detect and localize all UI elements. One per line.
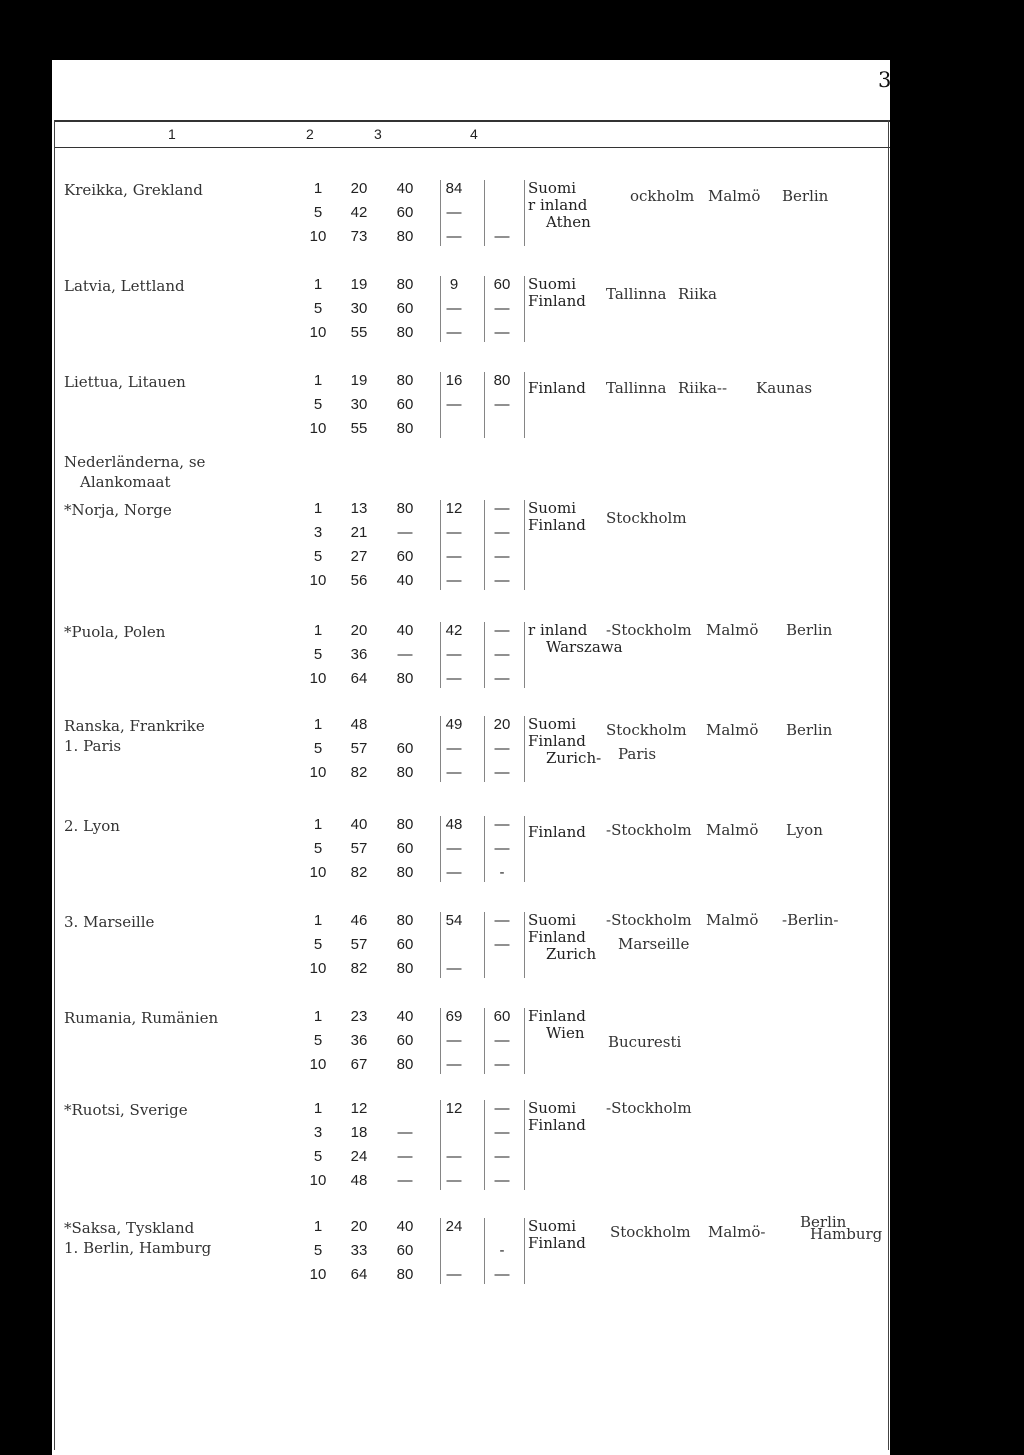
rate-value: — bbox=[397, 524, 413, 541]
rate-value: 54 bbox=[445, 912, 463, 929]
route-label: Stockholm bbox=[606, 721, 687, 739]
right-rule bbox=[888, 120, 889, 1450]
rate-value: 40 bbox=[396, 180, 414, 197]
route-label: Malmö bbox=[706, 821, 759, 839]
rate-value: — bbox=[494, 622, 510, 639]
rate-value: 3 bbox=[313, 524, 323, 541]
rate-value: 82 bbox=[350, 764, 368, 781]
rate-value: — bbox=[446, 864, 462, 881]
route-label: Malmö bbox=[708, 187, 761, 205]
column-rule bbox=[524, 1008, 525, 1074]
column-rule bbox=[524, 276, 525, 342]
finland-label: Finland bbox=[528, 379, 586, 397]
column-rule bbox=[484, 912, 485, 978]
rate-value: 80 bbox=[396, 372, 414, 389]
rate-value: — bbox=[494, 1124, 510, 1141]
rate-value: — bbox=[446, 1172, 462, 1189]
rate-value: — bbox=[494, 936, 510, 953]
rate-value: - bbox=[499, 1242, 505, 1259]
rate-value: 20 bbox=[350, 1218, 368, 1235]
route-label: Berlin bbox=[800, 1213, 847, 1231]
rate-value: 10 bbox=[309, 1266, 327, 1283]
rate-value: - bbox=[499, 864, 505, 881]
column-rule bbox=[484, 1008, 485, 1074]
rate-value: 10 bbox=[309, 324, 327, 341]
rate-value: 5 bbox=[313, 840, 323, 857]
rate-value: 24 bbox=[445, 1218, 463, 1235]
rate-value: — bbox=[494, 1148, 510, 1165]
rate-value: 36 bbox=[350, 1032, 368, 1049]
rate-value: 1 bbox=[313, 276, 323, 293]
route-label: Berlin bbox=[786, 721, 833, 739]
route-label: Berlin bbox=[786, 621, 833, 639]
finland-label: Suomi bbox=[528, 499, 576, 517]
route-label: -Berlin- bbox=[782, 911, 839, 929]
route-label: Stockholm bbox=[610, 1223, 691, 1241]
rate-value: — bbox=[494, 1100, 510, 1117]
country-name: Rumania, Rumänien bbox=[64, 1009, 219, 1027]
column-header-3: 3 bbox=[374, 126, 382, 142]
rate-value: — bbox=[446, 1056, 462, 1073]
rate-value: 60 bbox=[396, 740, 414, 757]
country-name: Liettua, Litauen bbox=[64, 373, 186, 391]
rate-value: — bbox=[494, 228, 510, 245]
route-label: Malmö- bbox=[708, 1223, 766, 1241]
rate-value: 27 bbox=[350, 548, 368, 565]
rate-value: 1 bbox=[313, 716, 323, 733]
rate-value: — bbox=[397, 1148, 413, 1165]
rate-value: 56 bbox=[350, 572, 368, 589]
column-rule bbox=[484, 180, 485, 246]
rate-value: — bbox=[494, 500, 510, 517]
route-label: Malmö bbox=[706, 911, 759, 929]
rate-value: 80 bbox=[396, 324, 414, 341]
route-label: Riika-- bbox=[678, 379, 728, 397]
column-rule bbox=[524, 912, 525, 978]
rate-value: — bbox=[494, 1056, 510, 1073]
finland-label: Suomi bbox=[528, 179, 576, 197]
rate-value: 80 bbox=[396, 500, 414, 517]
rate-value: 5 bbox=[313, 1032, 323, 1049]
rate-value: 60 bbox=[396, 936, 414, 953]
top-rule bbox=[54, 120, 890, 122]
route-label: Paris bbox=[618, 745, 657, 763]
finland-label: Wien bbox=[546, 1024, 585, 1042]
rate-value: 80 bbox=[396, 960, 414, 977]
country-name: 2. Lyon bbox=[64, 817, 120, 835]
rate-value: 55 bbox=[350, 420, 368, 437]
route-label: Bucuresti bbox=[608, 1033, 682, 1051]
rate-value: — bbox=[446, 740, 462, 757]
rate-value: 1 bbox=[313, 816, 323, 833]
rate-value: 12 bbox=[445, 500, 463, 517]
rate-value: 5 bbox=[313, 936, 323, 953]
rate-value: 80 bbox=[396, 420, 414, 437]
rate-value: 10 bbox=[309, 420, 327, 437]
rate-value: — bbox=[494, 548, 510, 565]
column-rule bbox=[524, 816, 525, 882]
rate-value: — bbox=[494, 764, 510, 781]
column-rule bbox=[440, 1218, 441, 1284]
country-name: *Ruotsi, Sverige bbox=[64, 1101, 188, 1119]
rate-value: 10 bbox=[309, 228, 327, 245]
column-rule bbox=[440, 716, 441, 782]
rate-value: 10 bbox=[309, 1056, 327, 1073]
rate-value: 5 bbox=[313, 300, 323, 317]
rate-value: 60 bbox=[396, 548, 414, 565]
finland-label: Finland bbox=[528, 732, 586, 750]
rate-value: — bbox=[494, 1266, 510, 1283]
rate-value: 10 bbox=[309, 764, 327, 781]
country-name: 1. Paris bbox=[64, 737, 122, 755]
rate-value: 57 bbox=[350, 740, 368, 757]
rate-value: 80 bbox=[396, 276, 414, 293]
rate-value: 48 bbox=[350, 1172, 368, 1189]
rate-value: — bbox=[446, 764, 462, 781]
route-label: Malmö bbox=[706, 621, 759, 639]
rate-value: 1 bbox=[313, 622, 323, 639]
country-name: Latvia, Lettland bbox=[64, 277, 185, 295]
rate-value: 48 bbox=[350, 716, 368, 733]
rate-value: 10 bbox=[309, 572, 327, 589]
rate-value: 82 bbox=[350, 864, 368, 881]
rate-value: — bbox=[494, 646, 510, 663]
page-number: 3 bbox=[878, 68, 892, 92]
column-rule bbox=[484, 1218, 485, 1284]
route-label: Hamburg bbox=[810, 1225, 883, 1243]
rate-value: 3 bbox=[313, 1124, 323, 1141]
rate-value: 80 bbox=[396, 1266, 414, 1283]
rate-value: 12 bbox=[445, 1100, 463, 1117]
rate-value: — bbox=[446, 646, 462, 663]
finland-label: Suomi bbox=[528, 911, 576, 929]
rate-value: 16 bbox=[445, 372, 463, 389]
rate-value: 5 bbox=[313, 396, 323, 413]
rate-value: 19 bbox=[350, 372, 368, 389]
rate-value: — bbox=[494, 740, 510, 757]
rate-value: 80 bbox=[396, 670, 414, 687]
rate-value: 60 bbox=[396, 204, 414, 221]
column-rule bbox=[440, 912, 441, 978]
country-name: Ranska, Frankrike bbox=[64, 717, 205, 735]
rate-value: — bbox=[494, 572, 510, 589]
finland-label: Zurich- bbox=[546, 749, 602, 767]
rate-value: 73 bbox=[350, 228, 368, 245]
rate-value: 55 bbox=[350, 324, 368, 341]
finland-label: Finland bbox=[528, 516, 586, 534]
rate-value: — bbox=[494, 524, 510, 541]
rate-value: 1 bbox=[313, 912, 323, 929]
rate-value: — bbox=[446, 1032, 462, 1049]
rate-value: — bbox=[446, 1148, 462, 1165]
rate-value: 36 bbox=[350, 646, 368, 663]
rate-value: 48 bbox=[445, 816, 463, 833]
rate-value: 1 bbox=[313, 180, 323, 197]
rate-value: 84 bbox=[445, 180, 463, 197]
rate-value: 40 bbox=[396, 572, 414, 589]
country-name: *Puola, Polen bbox=[64, 623, 166, 641]
column-rule bbox=[440, 276, 441, 342]
rate-value: 60 bbox=[396, 1242, 414, 1259]
rate-value: 1 bbox=[313, 1100, 323, 1117]
rate-value: — bbox=[494, 396, 510, 413]
rate-value: — bbox=[446, 300, 462, 317]
rate-value: 46 bbox=[350, 912, 368, 929]
column-rule bbox=[484, 816, 485, 882]
rate-value: 60 bbox=[493, 276, 511, 293]
rate-value: 1 bbox=[313, 372, 323, 389]
rate-value: — bbox=[494, 300, 510, 317]
rate-value: 12 bbox=[350, 1100, 368, 1117]
finland-label: Finland bbox=[528, 292, 586, 310]
rate-value: 24 bbox=[350, 1148, 368, 1165]
rate-value: 80 bbox=[396, 912, 414, 929]
rate-value: 60 bbox=[493, 1008, 511, 1025]
rate-value: 42 bbox=[445, 622, 463, 639]
column-rule bbox=[440, 622, 441, 688]
column-rule bbox=[440, 372, 441, 438]
country-name: *Saksa, Tyskland bbox=[64, 1219, 195, 1237]
route-label: Lyon bbox=[786, 821, 823, 839]
rate-value: 18 bbox=[350, 1124, 368, 1141]
rate-value: 19 bbox=[350, 276, 368, 293]
finland-label: Zurich bbox=[546, 945, 597, 963]
column-rule bbox=[440, 1008, 441, 1074]
rate-value: 60 bbox=[396, 396, 414, 413]
rate-value: — bbox=[446, 228, 462, 245]
rate-value: — bbox=[446, 670, 462, 687]
left-rule bbox=[54, 120, 55, 1450]
route-label: -Stockholm bbox=[606, 821, 692, 839]
rate-value: — bbox=[446, 324, 462, 341]
rate-value: 42 bbox=[350, 204, 368, 221]
rate-value: 69 bbox=[445, 1008, 463, 1025]
country-name: Nederländerna, se bbox=[64, 453, 206, 471]
column-rule bbox=[484, 716, 485, 782]
finland-label: Finland bbox=[528, 823, 586, 841]
rate-value: — bbox=[397, 1124, 413, 1141]
rate-value: 60 bbox=[396, 840, 414, 857]
rate-value: 40 bbox=[396, 1218, 414, 1235]
route-label: ockholm bbox=[630, 187, 695, 205]
rate-value: — bbox=[494, 1172, 510, 1189]
column-rule bbox=[524, 716, 525, 782]
rate-value: 33 bbox=[350, 1242, 368, 1259]
rate-value: 21 bbox=[350, 524, 368, 541]
rate-value: — bbox=[446, 840, 462, 857]
rate-value: 20 bbox=[350, 622, 368, 639]
rate-value: 23 bbox=[350, 1008, 368, 1025]
rate-value: — bbox=[397, 646, 413, 663]
column-rule bbox=[524, 622, 525, 688]
route-label: Tallinna bbox=[606, 285, 667, 303]
finland-label: Suomi bbox=[528, 275, 576, 293]
column-rule bbox=[484, 1100, 485, 1190]
rate-value: 49 bbox=[445, 716, 463, 733]
route-label: Riika bbox=[678, 285, 717, 303]
route-label: -Stockholm bbox=[606, 911, 692, 929]
route-label: -Stockholm bbox=[606, 621, 692, 639]
rate-value: — bbox=[446, 572, 462, 589]
finland-label: Athen bbox=[546, 213, 591, 231]
country-name: Alankomaat bbox=[80, 473, 171, 491]
route-label: Kaunas bbox=[756, 379, 813, 397]
route-label: Stockholm bbox=[606, 509, 687, 527]
rate-value: 20 bbox=[493, 716, 511, 733]
document-page bbox=[52, 60, 890, 1455]
route-label: -Stockholm bbox=[606, 1099, 692, 1117]
column-rule bbox=[524, 372, 525, 438]
rate-value: 80 bbox=[396, 764, 414, 781]
rate-value: — bbox=[446, 396, 462, 413]
rate-value: 5 bbox=[313, 1242, 323, 1259]
rate-value: — bbox=[446, 960, 462, 977]
column-rule bbox=[440, 1100, 441, 1190]
rate-value: 5 bbox=[313, 740, 323, 757]
column-rule bbox=[484, 372, 485, 438]
rate-value: — bbox=[446, 204, 462, 221]
rate-value: — bbox=[494, 912, 510, 929]
rate-value: — bbox=[446, 524, 462, 541]
column-rule bbox=[524, 1218, 525, 1284]
column-rule bbox=[440, 500, 441, 590]
rate-value: 82 bbox=[350, 960, 368, 977]
column-header-1: 1 bbox=[168, 126, 176, 142]
rate-value: 5 bbox=[313, 646, 323, 663]
rate-value: 40 bbox=[350, 816, 368, 833]
rate-value: 10 bbox=[309, 864, 327, 881]
rate-value: 10 bbox=[309, 960, 327, 977]
finland-label: Finland bbox=[528, 1234, 586, 1252]
rate-value: — bbox=[397, 1172, 413, 1189]
rate-value: 30 bbox=[350, 396, 368, 413]
rate-value: 5 bbox=[313, 1148, 323, 1165]
finland-label: Warszawa bbox=[546, 638, 623, 656]
rate-value: 57 bbox=[350, 936, 368, 953]
rate-value: 1 bbox=[313, 500, 323, 517]
column-rule bbox=[524, 180, 525, 246]
finland-label: r inland bbox=[528, 196, 588, 214]
rate-value: — bbox=[494, 840, 510, 857]
rate-value: — bbox=[446, 1266, 462, 1283]
rate-value: 1 bbox=[313, 1218, 323, 1235]
rate-value: 1 bbox=[313, 1008, 323, 1025]
rate-value: 64 bbox=[350, 1266, 368, 1283]
column-header-2: 2 bbox=[306, 126, 314, 142]
rate-value: 9 bbox=[449, 276, 459, 293]
rate-value: 57 bbox=[350, 840, 368, 857]
route-label: Malmö bbox=[706, 721, 759, 739]
column-rule bbox=[484, 622, 485, 688]
rate-value: 60 bbox=[396, 1032, 414, 1049]
finland-label: Finland bbox=[528, 928, 586, 946]
rate-value: 64 bbox=[350, 670, 368, 687]
rate-value: — bbox=[494, 1032, 510, 1049]
rate-value: 30 bbox=[350, 300, 368, 317]
rate-value: — bbox=[494, 816, 510, 833]
country-name: 3. Marseille bbox=[64, 913, 155, 931]
column-header-4: 4 bbox=[470, 126, 478, 142]
column-rule bbox=[484, 276, 485, 342]
rate-value: 80 bbox=[396, 816, 414, 833]
rate-value: — bbox=[494, 670, 510, 687]
finland-label: Suomi bbox=[528, 715, 576, 733]
country-name: Kreikka, Grekland bbox=[64, 181, 203, 199]
finland-label: Suomi bbox=[528, 1099, 576, 1117]
rate-value: — bbox=[446, 548, 462, 565]
rate-value: 80 bbox=[493, 372, 511, 389]
finland-label: Suomi bbox=[528, 1217, 576, 1235]
finland-label: Finland bbox=[528, 1116, 586, 1134]
column-rule bbox=[524, 500, 525, 590]
country-name: 1. Berlin, Hamburg bbox=[64, 1239, 212, 1257]
route-label: Tallinna bbox=[606, 379, 667, 397]
rate-value: 67 bbox=[350, 1056, 368, 1073]
finland-label: r inland bbox=[528, 621, 588, 639]
rate-value: 5 bbox=[313, 548, 323, 565]
column-rule bbox=[484, 500, 485, 590]
rate-value: 40 bbox=[396, 1008, 414, 1025]
rate-value: 80 bbox=[396, 864, 414, 881]
rate-value: 13 bbox=[350, 500, 368, 517]
rate-value: 80 bbox=[396, 228, 414, 245]
rate-value: 40 bbox=[396, 622, 414, 639]
header-rule bbox=[54, 147, 890, 148]
rate-value: 10 bbox=[309, 1172, 327, 1189]
rate-value: — bbox=[494, 324, 510, 341]
column-rule bbox=[440, 816, 441, 882]
column-rule bbox=[440, 180, 441, 246]
route-label: Marseille bbox=[618, 935, 690, 953]
rate-value: 20 bbox=[350, 180, 368, 197]
rate-value: 60 bbox=[396, 300, 414, 317]
rate-value: 5 bbox=[313, 204, 323, 221]
rate-value: 80 bbox=[396, 1056, 414, 1073]
finland-label: Finland bbox=[528, 1007, 586, 1025]
column-rule bbox=[524, 1100, 525, 1190]
route-label: Berlin bbox=[782, 187, 829, 205]
country-name: *Norja, Norge bbox=[64, 501, 172, 519]
rate-value: 10 bbox=[309, 670, 327, 687]
